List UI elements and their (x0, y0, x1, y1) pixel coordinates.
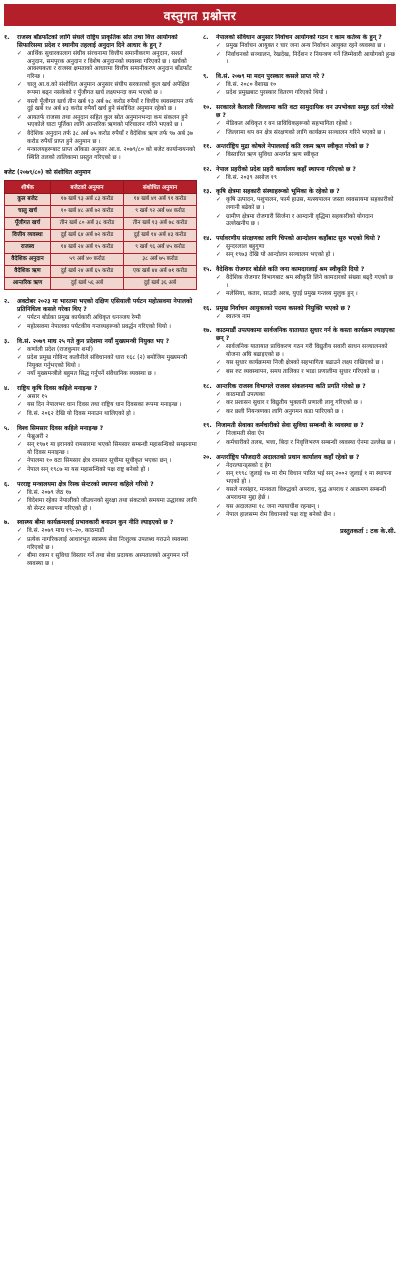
answer-text: सुन्दरलाल बहुगुणा (226, 243, 265, 250)
table-cell: चालु खर्च (5, 206, 51, 218)
check-icon: ✓ (17, 537, 22, 543)
table-row (5, 194, 197, 206)
question-line (4, 519, 197, 527)
answer-text: कर छली नियन्त्रणका लागि अनुगमन कडा पारिएको छ । (226, 408, 344, 415)
question-block (203, 143, 396, 160)
table-cell: वैदेशिक अनुदान (5, 254, 51, 266)
question-number: १३. (203, 188, 212, 196)
question-line (203, 422, 396, 430)
question-line (4, 34, 197, 50)
table-cell: ३८ अर्ब ७५ करोड (123, 254, 196, 266)
check-icon: ✓ (216, 129, 221, 136)
answer-point (216, 431, 396, 439)
answer-text: जिल्लामा थप वन क्षेत्र संरक्षणको लागि कार्यक्रम सञ्चालन गरिने भएको छ । (226, 129, 386, 136)
check-icon: ✓ (216, 471, 221, 478)
table-header-cell: बजेटको अनुमान (50, 181, 123, 194)
table-cell: दुई खर्ब ३६ अर्ब (123, 278, 196, 290)
check-icon: ✓ (17, 346, 22, 353)
answer-text: नेपालमा १० वटा सिमसार क्षेत्र रामसार सूचीमा सूचीकृत भएका छन् । (27, 458, 172, 465)
answer-point (216, 369, 396, 377)
answer-text: कृषि उत्पादन, पशुपालन, फार्म हाउस, मत्स्यपालन जस्ता व्यवसायमा सहकारीको लगानी बढेको छ । (226, 197, 394, 211)
question-number: ४. (4, 384, 10, 392)
question-line (203, 305, 396, 313)
answer-point (17, 394, 197, 402)
check-icon: ✓ (17, 528, 22, 535)
answer-text: यस्तो पूँजीगत खर्च तीन खर्ब १३ अर्ब ७८ करोड रुपैयाँ र वित्तीय व्यवस्थापन तर्फ दुई खर्ब १४ अर्ब ४३ करोड रुपैयाँ खर्च हुने संशोधित अनुमान रहेको छ । (27, 98, 194, 113)
check-icon: ✓ (216, 90, 221, 97)
question-block (4, 298, 197, 331)
answer-block (203, 82, 396, 98)
table-cell: दुई खर्ब ५६ अर्ब (50, 278, 123, 290)
table-cell: तीन खर्ब ८० अर्ब ३८ करोड (50, 218, 123, 230)
answer-point (216, 121, 396, 129)
answer-point (17, 402, 197, 410)
question-text: काठमाडौं उपत्यकामा सार्वजनिक यातायात सुधार गर्न के कस्ता कार्यक्रम ल्याइएका छन् ? (216, 327, 395, 343)
answer-text: वि.सं. २०८० वैशाख १० (226, 81, 277, 88)
answer-text: मन्त्रालयहरूबाट प्राप्त आँकडा अनुसार आ.व. २०७९/८० को बजेट कार्यान्वयनको स्थिति तलको तालिकामा प्रस्तुत गरिएको छ । (27, 147, 196, 161)
check-icon: ✓ (216, 344, 221, 351)
table-cell: तीन खर्ब १३ अर्ब ७८ करोड (123, 218, 196, 230)
answer-point (17, 115, 197, 130)
question-line (203, 104, 396, 120)
question-number: १४. (203, 234, 212, 242)
table-header-cell: शीर्षक (5, 181, 51, 194)
question-line (203, 34, 396, 42)
answer-block (203, 431, 396, 447)
check-icon: ✓ (17, 355, 22, 362)
question-number: ३. (4, 337, 10, 345)
answer-text: काठमाडौं उपत्यका (226, 391, 265, 398)
answer-text: प्रत्येक नागरिकलाई आधारभूत स्वास्थ्य सेवा निःशुल्क उपलब्ध गराउने व्यवस्था गरिएको छ । (27, 537, 188, 551)
question-block (203, 454, 396, 520)
answer-text: वैदेशिक अनुदान तर्फ ३८ अर्ब ७५ करोड रुपैयाँ र वैदेशिक ऋण तर्फ ९७ अर्ब ३७ करोड रुपैयाँ प्राप्त हुने अनुमान छ । (27, 130, 193, 145)
answer-point (216, 400, 396, 408)
answer-text: वि.सं. २०७९ जेठ १७ (27, 489, 72, 496)
question-block (4, 519, 197, 568)
answer-point (17, 411, 197, 419)
question-line (4, 425, 197, 433)
question-number: १. (4, 34, 10, 41)
answer-point (17, 490, 197, 498)
answer-text: नेदरल्यान्ड्सको द हेग (226, 462, 272, 469)
question-line (203, 188, 396, 196)
answer-block (203, 275, 396, 299)
answer-block (4, 51, 197, 162)
answer-block (203, 121, 396, 137)
answer-point (17, 442, 197, 457)
answer-point (216, 440, 396, 448)
check-icon: ✓ (17, 433, 22, 440)
check-icon: ✓ (216, 152, 221, 159)
table-cell: वैदेशिक ऋण (5, 266, 51, 278)
question-text: विश्व सिमसार दिवस कहिले मनाइन्छ ? (17, 424, 104, 432)
question-number: ८. (203, 34, 209, 41)
question-number: १९. (203, 422, 212, 430)
answer-text: महोत्सवमा नेपालका पर्यटकीय गन्तव्यहरूको प्रवर्द्धन गरिएको थियो । (27, 323, 171, 330)
answer-point (216, 130, 396, 138)
question-block (203, 235, 396, 260)
answer-point (216, 487, 396, 502)
table-row (5, 278, 197, 290)
question-line (203, 143, 396, 151)
answer-point (216, 252, 396, 260)
answer-text: सन् १९९८ जुलाई १७ मा रोम विधान पारित भई सन् २००२ जुलाई १ मा स्थापना भएको हो । (226, 471, 392, 485)
answer-point (216, 82, 396, 90)
question-text: स्वास्थ्य बीमा कार्यक्रमलाई प्रभावकारी बनाउन कुन नीति ल्याइएको छ ? (17, 519, 174, 527)
question-number: ६. (4, 480, 10, 488)
answer-text: कर प्रशासन सुधार र विद्युतीय भुक्तानी प्रणाली लागू गरिएको छ । (226, 400, 362, 407)
table-cell: दुई खर्ब ६४ अर्ब ७२ करोड (50, 230, 123, 242)
check-icon: ✓ (17, 323, 22, 330)
answer-text: नयाँ मुख्यमन्त्रीले बहुमत सिद्ध गर्नुपर्ने संवैधानिक व्यवस्था छ । (27, 371, 156, 378)
table-cell: कुल बजेट (5, 194, 51, 206)
question-text: अन्तर्राष्ट्रिय मुद्रा कोषले नेपाललाई कति रकम ऋण स्वीकृत गरेको छ ? (216, 143, 370, 151)
check-icon: ✓ (17, 402, 22, 409)
answer-point (17, 553, 197, 568)
check-icon: ✓ (216, 43, 221, 49)
answer-point (216, 471, 396, 486)
answer-point (216, 197, 396, 212)
answer-point (216, 52, 396, 67)
question-block (203, 266, 396, 299)
question-block (203, 422, 396, 447)
question-block (4, 34, 197, 162)
answer-text: यस सुधार कार्यक्रममा निजी क्षेत्रको सहभागिता बढाउने लक्ष्य राखिएको छ । (226, 360, 384, 367)
table-cell: १७ खर्ब ९३ अर्ब ८३ करोड (50, 194, 123, 206)
answer-point (216, 504, 396, 512)
check-icon: ✓ (216, 174, 221, 181)
question-number: २०. (203, 453, 212, 461)
section-header (4, 4, 396, 26)
answer-point (17, 51, 197, 81)
answer-point (17, 355, 197, 370)
question-line (203, 166, 396, 174)
question-number: ११. (203, 143, 212, 151)
question-line (4, 298, 197, 314)
answer-text: वैदेशिक रोजगार विभागबाट श्रम स्वीकृति लिने कामदारको संख्या बढ्दै गएको छ । (226, 274, 393, 289)
check-icon: ✓ (216, 81, 221, 88)
table-row (5, 254, 197, 266)
question-number: ९. (203, 72, 209, 80)
answer-point (17, 458, 197, 466)
check-icon: ✓ (216, 408, 221, 415)
answer-text: स्वतन्त्र नाम (226, 313, 251, 320)
check-icon: ✓ (216, 274, 221, 281)
table-header-cell: संशोधित अनुमान (123, 181, 196, 194)
question-text: कृषि क्षेत्रमा सहकारी संस्थाहरूको भूमिका के रहेको छ ? (216, 188, 340, 196)
answer-point (216, 43, 396, 51)
question-text: वि.सं. २०७९ माघ २५ गते कुन प्रदेशमा नयाँ मुख्यमन्त्री नियुक्त भए ? (17, 337, 170, 345)
question-line (203, 327, 396, 343)
check-icon: ✓ (17, 315, 22, 322)
table-cell: दुई खर्ब २४ अर्ब ६५ करोड (50, 266, 123, 278)
answer-block (203, 43, 396, 67)
question-number: २. (4, 298, 10, 306)
answer-point (216, 409, 396, 417)
answer-point (17, 82, 197, 97)
answer-text: नेपाल हालसम्म रोम विधानको पक्ष राष्ट्र बनेको छैन । (226, 512, 336, 519)
check-icon: ✓ (17, 98, 22, 105)
table-row (5, 242, 197, 254)
check-icon: ✓ (216, 503, 221, 510)
table-cell: १४ खर्ब ४१ अर्ब ९१ करोड (123, 194, 196, 206)
table-cell: दुई खर्ब १४ अर्ब ४३ करोड (123, 230, 196, 242)
answer-point (17, 371, 197, 379)
check-icon: ✓ (216, 391, 221, 398)
question-text: पर्यावरणीय संरक्षणका लागि चिपको आन्दोलन कहाँबाट सुरु भएको थियो ? (216, 234, 381, 242)
question-text: आन्तरिक राजस्व विभागले राजस्व संकलनमा कति प्रगति गरेको छ ? (216, 382, 366, 390)
question-block (4, 385, 197, 419)
answer-text: असार १५ (27, 393, 48, 400)
question-number: ५. (4, 424, 10, 432)
answer-text: आयतर्फ राजस्व तथा अनुदान सहित कुल स्रोत अनुमानभन्दा कम संकलन हुने भएकोले घाटा पूर्तिका लागि आन्तरिक ऋणको परिचालन गरिने भएको छ । (27, 114, 188, 129)
answer-point (17, 467, 197, 475)
answer-point (216, 90, 396, 98)
answer-point (17, 528, 197, 536)
question-text: प्रमुख निर्वाचन आयुक्तको पदमा कसको नियुक्ति भएको छ ? (216, 304, 351, 312)
table-header-row (5, 181, 197, 194)
left-column (4, 34, 197, 1264)
answer-point (17, 498, 197, 513)
answer-text: बस रुट व्यवस्थापन, समय तालिका र भाडा प्रणालीमा सुधार गरिएको छ । (226, 369, 380, 376)
answer-text: वि.सं. २०७९ माघ १९–२०, काठमाडौं (27, 528, 105, 535)
answer-text: निर्वाचनको सञ्चालन, रेखदेख, निर्देशन र नियन्त्रण गर्ने जिम्मेवारी आयोगको हुन्छ । (226, 51, 395, 66)
answer-block (203, 463, 396, 520)
check-icon: ✓ (216, 369, 221, 376)
answer-text: यस अदालतमा १८ जना न्यायाधीश रहन्छन् । (226, 503, 320, 510)
check-icon: ✓ (216, 51, 221, 58)
table-cell: आन्तरिक ऋण (5, 278, 51, 290)
answer-point (216, 344, 396, 359)
check-icon: ✓ (216, 440, 221, 447)
answer-text: बीमा रकम र सुविधा विस्तार गर्ने तथा सेवा प्रदायक अस्पतालको अनुगमन गर्ने व्यवस्था छ । (27, 553, 189, 567)
check-icon: ✓ (17, 553, 22, 560)
table-cell: ९ खर्ब ९६ अर्ब ४५ करोड (123, 242, 196, 254)
answer-text: कर्मचारीको तलब, भत्ता, बिदा र निवृत्तिभरण सम्बन्धी व्यवस्था ऐनमा उल्लेख छ । (226, 440, 396, 447)
answer-text: फेब्रुअरी २ (27, 433, 49, 440)
answer-text: मलेसिया, कतार, साउदी अरब, युएई प्रमुख गन्तव्य मुलुक हुन् । (226, 291, 358, 298)
question-block (4, 425, 197, 475)
check-icon: ✓ (17, 467, 22, 474)
answer-point (216, 463, 396, 471)
budget-table (4, 180, 197, 290)
answer-text: यसले नरसंहार, मानवता विरुद्धको अपराध, युद्ध अपराध र आक्रमण सम्बन्धी अपराधमा मुद्दा हेर्छ । (226, 487, 386, 501)
check-icon: ✓ (17, 82, 22, 89)
question-number: १५. (203, 265, 212, 273)
answer-text: सन् १९७१ मा इरानको रामसारमा भएको सिमसार सम्बन्धी महासन्धिको सम्झनामा यो दिवस मनाइन्छ । (27, 442, 197, 456)
answer-block (203, 344, 396, 376)
check-icon: ✓ (17, 130, 22, 137)
table-cell: ९ खर्ब ९२ अर्ब ७४ करोड (123, 206, 196, 218)
answer-block (4, 315, 197, 331)
answer-point (216, 314, 396, 322)
check-icon: ✓ (17, 489, 22, 496)
answer-point (216, 214, 396, 229)
check-icon: ✓ (216, 512, 221, 519)
question-line (203, 266, 396, 274)
answer-point (17, 315, 197, 323)
question-text: नेपाल प्रहरीको प्रदेश प्रहरी कार्यालय कहाँ स्थापना गरिएको छ ? (216, 165, 356, 173)
answer-block (4, 394, 197, 419)
table-row (5, 266, 197, 278)
answer-point (17, 147, 197, 162)
answer-text: सन् १९७३ देखि यो आन्दोलन सञ्चालन भएको हो । (226, 252, 335, 259)
check-icon: ✓ (17, 147, 22, 154)
question-text: सरकारले कैलाली जिल्लामा कति वटा सामुदायिक वन उपभोक्ता समूह दर्ता गरेको छ ? (216, 103, 394, 119)
question-text: नेपालको संविधान अनुसार निर्वाचन आयोगको गठन र काम कर्तव्य के हुन् ? (216, 34, 382, 41)
question-number: १२. (203, 165, 212, 173)
question-line (203, 73, 396, 81)
check-icon: ✓ (216, 313, 221, 320)
answer-text: मेडिकल अधिकृत र वन प्राविधिकहरूको सहभागिता रहेको । (226, 120, 352, 127)
answer-text: निजामती सेवा ऐन (226, 431, 265, 438)
answer-text: नेपाल सन् १९८७ मा यस महासन्धिको पक्ष राष्ट्र बनेको हो । (27, 467, 150, 474)
question-text: अक्टोबर २०२३ मा भारतमा भएको दक्षिण एसियाली पर्यटन महोत्सवमा नेपालको प्रतिनिधित्व कसले गरेका थिए ? (17, 298, 193, 314)
table-cell: ५९ अर्ब ४० करोड (50, 254, 123, 266)
answer-block (203, 152, 396, 160)
check-icon: ✓ (216, 487, 221, 494)
answer-block (203, 392, 396, 417)
author-credit: प्रस्तुतकर्ता : टक के.सी. (340, 527, 396, 535)
check-icon: ✓ (216, 431, 221, 438)
table-caption: बजेट (२०७९/८०) को संशोधित अनुमान (4, 169, 91, 177)
question-number: १०. (203, 103, 212, 111)
answer-point (216, 512, 396, 520)
answer-text: आर्थिक सुधारकालाग संघीय संरचनामा वित्तीय समानीकरण अनुदान, सशर्त अनुदान, समपूरक अनुदान र विशेष अनुदानको व्यवस्था गरिएको छ । खर्चको आवश्यकता र राजस्व क्षमताको आधारमा वित्तीय समानीकरण अनुदान बाँडफाँट गरिन्छ । (27, 51, 192, 80)
question-number: ७. (4, 519, 10, 527)
answer-text: वि.सं. २०६२ देखि यो दिवस मनाउन थालिएको हो । (27, 411, 135, 418)
answer-text: प्रदेश प्रमुखबाट पुरस्कार वितरण गरिएको थियो । (226, 90, 328, 97)
question-text: वैदेशिक रोजगार बोर्डले कति जना कामदारलाई श्रम स्वीकृति दियो ? (216, 265, 365, 273)
check-icon: ✓ (216, 120, 221, 127)
check-icon: ✓ (17, 371, 22, 378)
answer-point (216, 275, 396, 290)
check-icon: ✓ (17, 411, 22, 418)
answer-block (203, 314, 396, 322)
check-icon: ✓ (216, 462, 221, 469)
check-icon: ✓ (17, 498, 22, 505)
question-line (203, 383, 396, 391)
question-text: निजामती सेवाका कर्मचारीको सेवा सुविधा सम्बन्धी के व्यवस्था छ ? (216, 422, 364, 430)
answer-point (216, 360, 396, 368)
question-block (203, 104, 396, 137)
question-text: वि.सं. २०७९ मा मदन पुरस्कार कसले प्राप्त गरे ? (216, 72, 325, 80)
question-block (203, 188, 396, 228)
answer-text: पर्यटन बोर्डका प्रमुख कार्यकारी अधिकृत धनञ्जय रेग्मी (27, 315, 141, 322)
answer-text: प्रमुख निर्वाचन आयुक्त र चार जना अन्य निर्वाचन आयुक्त रहने व्यवस्था छ । (226, 43, 386, 49)
table-row (5, 218, 197, 230)
question-text: अन्तर्राष्ट्रिय फौजदारी अदालतको प्रधान कार्यालय कहाँ रहेको छ ? (216, 453, 360, 461)
question-block (203, 166, 396, 183)
answer-block (4, 434, 197, 475)
right-column (203, 34, 396, 1264)
question-text: राजस्व बाँडफाँटको लागि संघले राष्ट्रिय प्राकृतिक स्रोत तथा वित्त आयोगको सिफारिसमा प्रदेश र स्थानीय तहलाई अनुदान दिने आधार के हुन् ? (17, 34, 178, 49)
answer-point (216, 175, 396, 183)
answer-point (216, 291, 396, 299)
check-icon: ✓ (17, 393, 22, 400)
answer-point (216, 152, 396, 160)
answer-block (4, 490, 197, 514)
answer-text: ग्रामीण क्षेत्रमा रोजगारी सिर्जना र आम्दानी वृद्धिमा सहकारीको योगदान उल्लेखनीय छ । (226, 213, 374, 228)
answer-point (17, 537, 197, 552)
answer-text: प्रदेश प्रमुख गोविन्द कलौनीले संविधानको धारा १६८ (२) बमोजिम मुख्यमन्त्री नियुक्त गर्नुभएको थियो । (27, 355, 188, 369)
question-number: १६. (203, 304, 212, 312)
check-icon: ✓ (17, 114, 22, 121)
question-block (4, 338, 197, 379)
question-block (203, 73, 396, 98)
answer-text: वि.सं. २०३९ असोज १९ (226, 174, 277, 181)
answer-block (203, 197, 396, 228)
answer-block (203, 244, 396, 260)
question-line (203, 235, 396, 243)
answer-block (203, 175, 396, 183)
check-icon: ✓ (216, 291, 221, 298)
answer-text: कर्णाली प्रदेश (राजकुमार शर्मा) (27, 346, 93, 353)
check-icon: ✓ (216, 252, 221, 259)
answer-point (17, 434, 197, 442)
answer-text: विस्तारित ऋण सुविधा अन्तर्गत ऋण स्वीकृत (226, 152, 319, 159)
question-number: १७. (203, 327, 212, 335)
check-icon: ✓ (216, 197, 221, 204)
question-number: १८. (203, 382, 212, 390)
check-icon: ✓ (216, 400, 221, 407)
table-row (5, 230, 197, 242)
answer-block (4, 528, 197, 568)
question-block (203, 383, 396, 417)
question-line (4, 385, 197, 393)
content-columns (4, 34, 396, 1264)
question-line (4, 481, 197, 489)
answer-point (17, 131, 197, 146)
answer-point (17, 99, 197, 114)
table-cell: वित्तीय व्यवस्था (5, 230, 51, 242)
question-line (203, 454, 396, 462)
check-icon: ✓ (216, 213, 221, 220)
answer-point (216, 244, 396, 252)
check-icon: ✓ (216, 243, 221, 250)
table-cell: १० खर्ब ४८ अर्ब ७२ करोड (50, 206, 123, 218)
table-cell: १४ खर्ब २४ अर्ब १५ करोड (50, 242, 123, 254)
answer-text: चालु आ.व.को संशोधित अनुमान अनुसार संघीय सरकारको कुल खर्च अपेक्षित रूपमा बढ्न नसकेको र पुँजीगत खर्च लक्ष्यभन्दा कम भएको छ । (27, 82, 190, 96)
answer-text: सार्वजनिक यातायात प्राधिकरण गठन गरी विद्युतीय सवारी साधन सञ्चालनको योजना अघि बढाइएको छ । (226, 344, 388, 358)
answer-point (216, 392, 396, 400)
table-cell: पूँजीगत खर्च (5, 218, 51, 230)
section-title: वस्तुगत प्रश्नोत्तर (163, 8, 237, 23)
question-text: राष्ट्रिय कृषि दिवस कहिले मनाइन्छ ? (17, 384, 98, 392)
check-icon: ✓ (17, 458, 22, 465)
answer-point (17, 324, 197, 332)
question-block (203, 327, 396, 376)
answer-block (4, 347, 197, 379)
question-block (203, 34, 396, 67)
question-line (4, 338, 197, 346)
answer-point (17, 347, 197, 355)
answer-text: यस दिन नेपालभर धान दिवस तथा राष्ट्रिय धान दिवसका रूपमा मनाइन्छ । (27, 402, 182, 409)
question-block (4, 481, 197, 514)
check-icon: ✓ (17, 51, 22, 57)
table-cell: राजस्व (5, 242, 51, 254)
question-block (203, 305, 396, 322)
check-icon: ✓ (216, 360, 221, 367)
table-cell: एक खर्ब ४४ अर्ब ७१ करोड (123, 266, 196, 278)
table-row (5, 206, 197, 218)
question-text: परराष्ट्र मन्त्रालयमा क्षेत्र रिस्क सेन्टरको स्थापना कहिले गरियो ? (17, 480, 154, 488)
answer-text: विदेशमा रहेका नेपालीको जीउधनको सुरक्षा तथा संकटको समयमा उद्धारका लागि यो सेन्टर स्थापना गरिएको हो । (27, 498, 197, 512)
check-icon: ✓ (17, 442, 22, 449)
